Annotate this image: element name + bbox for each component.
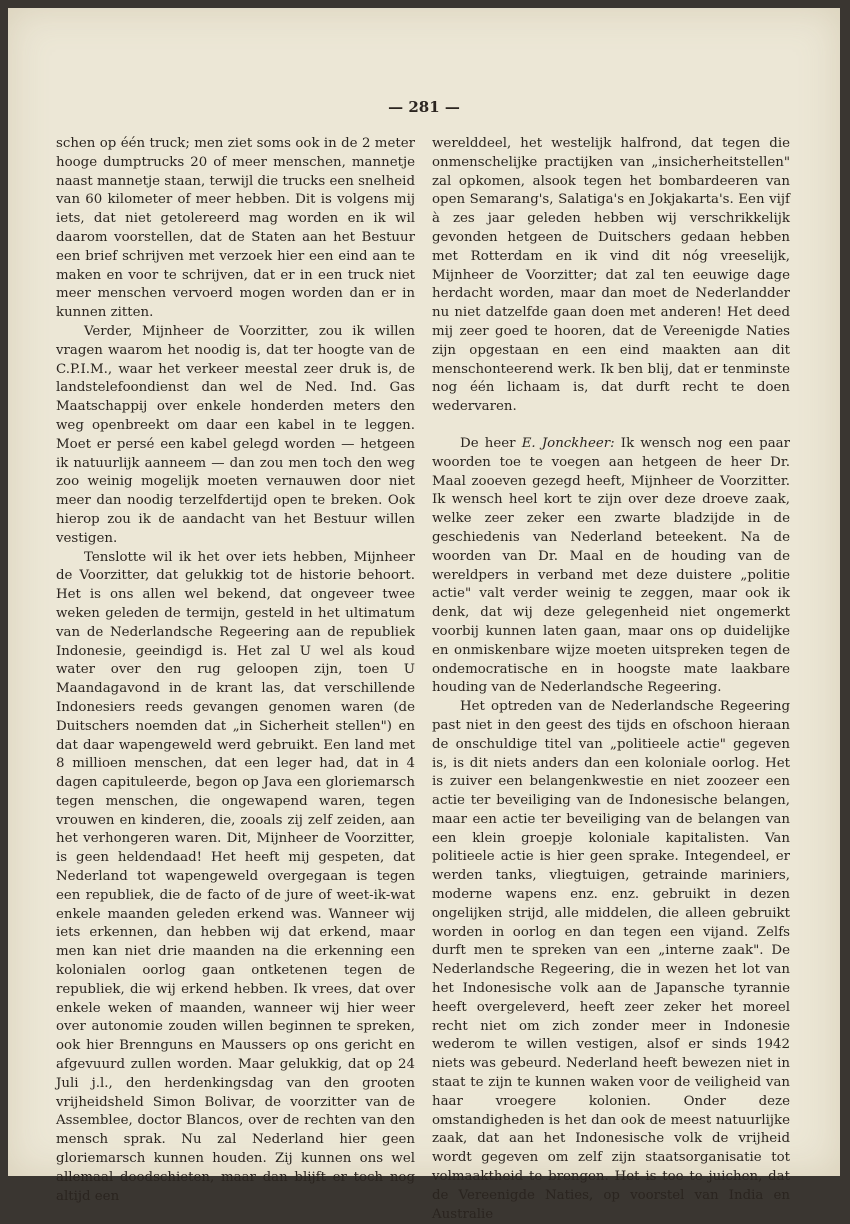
- speaker-paragraph: [432, 435, 790, 698]
- speaker-name: E. Jonckheer:: [521, 435, 615, 451]
- speaker-text: Ik wensch nog een paar woorden toe te voegen aan hetgeen de heer Dr. Maal zooeven gezegd heeft, Mijnheer de Voorzitter. Ik wensch heel kort te zijn over deze droeve zaak, welke zeer zeker een zwarte bladzijde in de geschiedenis van Nederland beteekent. Na de woorden van Dr. Maal en de houding van de wereldpers in verband met deze duistere „politie actie" valt verder weinig te zeggen, maar ook ik denk, dat wij deze gelegenheid niet ongemerkt voorbij kunnen laten gaan, maar ons op duidelijke en onmiskenbare wijze moeten uitspreken tegen de ondemocratische en in hoogste mate laakbare houding van de Nederlandsche Regeering.: [432, 435, 791, 696]
- paragraph: Verder, Mijnheer de Voorzitter, zou ik willen vragen waarom het noodig is, dat ter hoogte van de C.P.I.M., waar het verkeer meestal zeer druk is, de landstelefoondienst dan wel de Ned. Ind. Gas Maatschappij over enkele honderden meters den weg openbreekt om daar een kabel in te leggen. Moet er persé een kabel gelegd worden — hetgeen ik natuurlijk aanneem — dan zou men toch den weg zoo weinig mogelijk moeten vernauwen door niet meer dan noodig terzelfdertijd open te breken. Ook hierop zou ik de aandacht van het Bestuur willen vestigen.: [56, 323, 415, 546]
- paragraph: werelddeel, het westelijk halfrond, dat tegen die onmenschelijke practijken van „insicherheitstellen" zal opkomen, alsook tegen het bombardeeren van open Semarang's, Salatiga's en Jokjakarta's. Een vijf à zes jaar geleden hebben wij verschrikkelijk gevonden hetgeen de Duitschers gedaan hebben met Rotterdam en ik vind dit nóg vreeselijk, Mijnheer de Voorzitter; dat zal ten eeuwige dage herdacht worden, maar dan moet de Nederlandder nu niet datzelfde gaan doen met anderen! Het deed mij zeer goed te hooren, dat de Vereenigde Naties zijn opgestaan en een eind maakten aan dit menschonteerend werk. Ik ben blij, dat er tenminste nog één lichaam is, dat durft recht te doen wedervaren.: [432, 136, 790, 415]
- document-page: [8, 8, 840, 1222]
- speaker-intro: De heer: [460, 435, 522, 451]
- left-column: [56, 135, 415, 1206]
- paragraph: schen op één truck; men ziet soms ook in de 2 meter hooge dumptrucks 20 of meer menschen, mannetje naast mannetje staan, terwijl die trucks een snelheid van 60 kilometer of meer hebben. Dit is volgens mij iets, dat niet getolereerd mag worden en ik wil daarom voorstellen, dat de Staten aan het Bestuur een brief schrijven met verzoek hier een eind aan te maken en voor te schrijven, dat er in een truck niet meer menschen vervoerd mogen worden dan er in kunnen zitten.: [56, 136, 415, 321]
- page-number: — 281 —: [388, 98, 460, 116]
- paragraph: Het optreden van de Nederlandsche Regeering past niet in den geest des tijds en ofschoon hieraan de onschuldige titel van „politieele actie" gegeven is, is dit niets anders dan een koloniale oorlog. Het is zuiver een belangenkwestie en niet zoozeer een actie ter beveiliging van de Indonesische belangen, maar een actie ter beveiliging van de belangen van een klein groepje koloniale kapitalisten. Van politieele actie is hier geen sprake. Integendeel, er werden tanks, vliegtuigen, getrainde mariniers, moderne wapens enz. enz. gebruikt in dezen ongelijken strijd, alle middelen, die alleen gebruikt worden in oorlog en dan tegen een vijand. Zelfs durft men te spreken van een „interne zaak". De Nederlandsche Regeering, die in wezen het lot van het Indonesische volk aan de Japansche tyrannie heeft overgeleverd, heeft zeer zeker het moreel recht niet om zich zonder meer in Indonesie wederom te willen vestigen, alsof er sinds 1942 niets was gebeurd. Nederland heeft bewezen niet in staat te zijn te kunnen waken voor de veiligheid van haar vroegere kolonien. Onder deze omstandigheden is het dan ook de meest natuurlijke zaak, dat aan het Indonesische volk de vrijheid wordt gegeven om zelf zijn staatsorganisatie tot volmaaktheid te brengen. Het is toe te juichen, dat de Vereenigde Naties, op voorstel van India en Australie: [432, 699, 790, 1222]
- paragraph: Tenslotte wil ik het over iets hebben, Mijnheer de Voorzitter, dat gelukkig tot de historie behoort. Het is ons allen wel bekend, dat ongeveer twee weken geleden de termijn, gesteld in het ultimatum van de Nederlandsche Regeering aan de republiek Indonesie, geeindigd is. Het zal U wel als koud water over den rug geloopen zijn, toen U Maandagavond in de krant las, dat verschillende Indonesiers reeds gevangen genomen waren (de Duitschers noemden dat „in Sicherheit stellen") en dat daar wapengeweld werd gebruikt. Een land met 8 millioen menschen, dat een leger had, dat in 4 dagen capituleerde, begon op Java een gloriemarsch tegen menschen, die ongewapend waren, tegen vrouwen en kinderen, die, zooals zij zelf zeiden, aan het verhongeren waren. Dit, Mijnheer de Voorzitter, is geen heldendaad! Het heeft mij gespeten, dat Nederland tot wapengeweld overgegaan is tegen een republiek, die de facto of de jure of weet-ik-wat enkele maanden geleden erkend was. Wanneer wij iets erkennen, dan hebben wij dat erkend, maar men kan niet drie maanden na die erkenning een kolonialen oorlog gaan ontketenen tegen de republiek, die wij erkend hebben. Ik vrees, dat over enkele weken of maanden, wanneer wij hier weer over autonomie zouden willen beginnen te spreken, ook hier Brennguns en Maussers op ons gericht en afgevuurd zullen worden. Maar gelukkig, dat op 24 Juli j.l., den herdenkingsdag van den grooten vrijheidsheld Simon Bolivar, de voorzitter van de Assemblee, doctor Blancos, over de rechten van den mensch sprak. Nu zal Nederland hier geen gloriemarsch kunnen houden. Zij kunnen ons wel allemaal doodschieten, maar dan blijft er toch nog altijd een: [56, 549, 415, 1204]
- right-column: [432, 135, 790, 1224]
